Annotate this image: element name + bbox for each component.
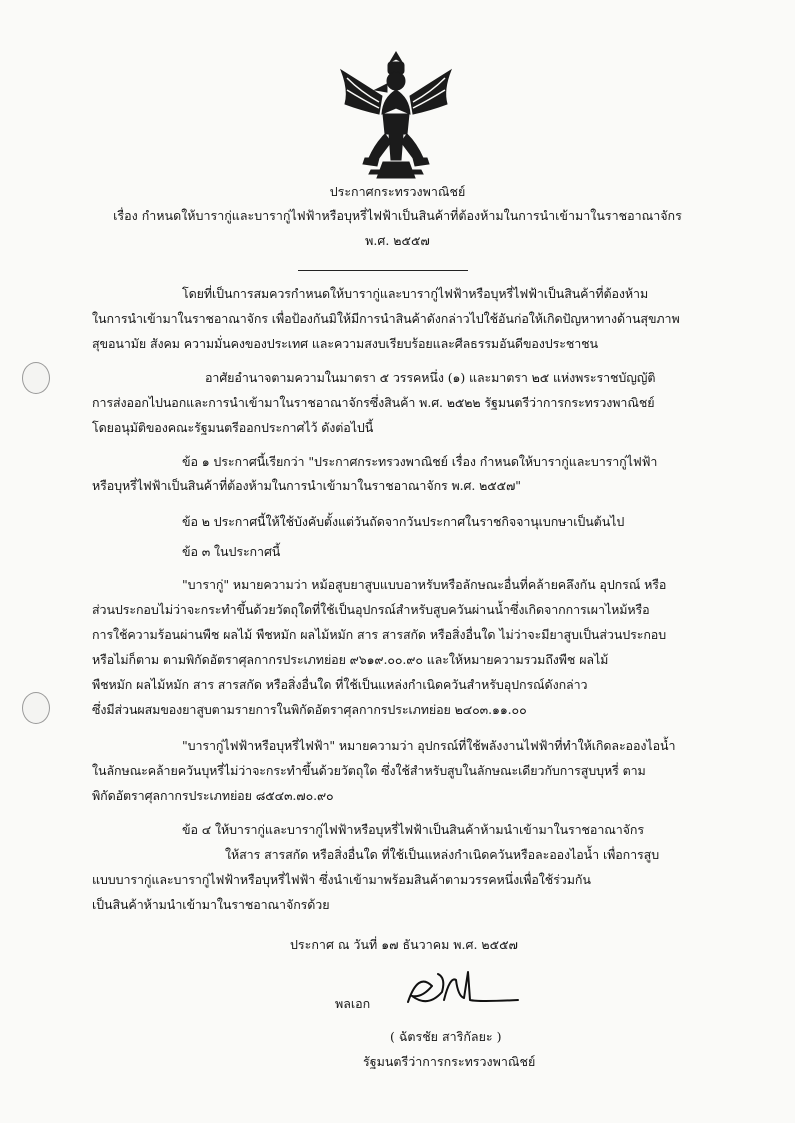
clause-1-line: หรือบุหรี่ไฟฟ้าเป็นสินค้าที่ต้องห้ามในการนำเข้ามาในราชอาณาจักร พ.ศ. ๒๕๕๗"	[92, 478, 521, 493]
preamble-line: ในการนำเข้ามาในราชอาณาจักร เพื่อป้องกันมิให้มีการนำสินค้าดังกล่าวไปใช้อันก่อให้เกิดปัญหาทางด้านสุขภาพ	[92, 311, 680, 326]
clause-1-line: ข้อ ๑ ประกาศนี้เรียกว่า "ประกาศกระทรวงพาณิชย์ เรื่อง กำหนดให้บารากู่และบารากู่ไฟฟ้า	[182, 454, 658, 469]
definition-line: หรือไม่ก็ตาม ตามพิกัดอัตราศุลกากรประเภทย่อย ๙๖๑๙.๐๐.๙๐ และให้หมายความรวมถึงพืช ผลไม้	[92, 652, 609, 667]
signer-name: ( ฉัตรชัย สาริกัลยะ )	[390, 1029, 502, 1044]
announcement-date: ประกาศ ณ วันที่ ๑๗ ธันวาคม พ.ศ. ๒๕๕๗	[290, 937, 518, 952]
title-divider	[298, 270, 468, 271]
definition-line: พืชหมัก ผลไม้หมัก สาร สารสกัด หรือสิ่งอื่นใด ที่ใช้เป็นแหล่งกำเนิดควันสำหรับอุปกรณ์ดังกล่าว	[92, 677, 588, 692]
garuda-emblem	[335, 50, 457, 182]
definition-line: การใช้ความร้อนผ่านพืช ผลไม้ พืชหมัก ผลไม้หมัก สาร สารสกัด หรือสิ่งอื่นใด ไม่ว่าจะมียาสูบเป็นส่วนประกอบ	[92, 627, 667, 642]
punch-hole	[22, 692, 50, 724]
announcement-year: พ.ศ. ๒๕๕๗	[365, 233, 430, 248]
clause-4-line: ข้อ ๔ ให้บารากู่และบารากู่ไฟฟ้าหรือบุหรี่ไฟฟ้าเป็นสินค้าห้ามนำเข้ามาในราชอาณาจักร	[182, 822, 644, 837]
announcement-title: ประกาศกระทรวงพาณิชย์	[329, 184, 466, 199]
preamble-line: โดยที่เป็นการสมควรกำหนดให้บารากู่และบารากู่ไฟฟ้าหรือบุหรี่ไฟฟ้าเป็นสินค้าที่ต้องห้าม	[182, 286, 649, 301]
definition-line: ส่วนประกอบไม่ว่าจะกระทำขึ้นด้วยวัตถุใดที่ใช้เป็นอุปกรณ์สำหรับสูบควันผ่านน้ำซึ่งเกิดจากการเผาไหม้หรือ	[92, 602, 650, 617]
clause-3-line: ข้อ ๓ ในประกาศนี้	[182, 544, 281, 559]
definition-line: ในลักษณะคล้ายควันบุหรี่ไม่ว่าจะกระทำขึ้นด้วยวัตถุใด ซึ่งใช้สำหรับสูบในลักษณะเดียวกับการสูบบุหรี่ ตาม	[92, 763, 646, 778]
authority-line: โดยอนุมัติของคณะรัฐมนตรีออกประกาศไว้ ดังต่อไปนี้	[92, 420, 374, 435]
signer-position: รัฐมนตรีว่าการกระทรวงพาณิชย์	[363, 1054, 536, 1069]
clause-4-line: แบบบารากู่และบารากู่ไฟฟ้าหรือบุหรี่ไฟฟ้า ซึ่งนำเข้ามาพร้อมสินค้าตามวรรคหนึ่งเพื่อใช้ร่วมกัน	[92, 872, 591, 887]
clause-4-line: ให้สาร สารสกัด หรือสิ่งอื่นใด ที่ใช้เป็นแหล่งกำเนิดควันหรือละอองไอน้ำ เพื่อการสูบ	[225, 847, 660, 862]
signature	[398, 962, 528, 1020]
authority-line: การส่งออกไปนอกและการนำเข้ามาในราชอาณาจักรซึ่งสินค้า พ.ศ. ๒๕๒๒ รัฐมนตรีว่าการกระทรวงพาณิชย์	[92, 395, 655, 410]
announcement-subject: เรื่อง กำหนดให้บารากู่และบารากู่ไฟฟ้าหรือบุหรี่ไฟฟ้าเป็นสินค้าที่ต้องห้ามในการนำเข้ามาในราชอาณาจักร	[113, 208, 682, 223]
definition-line: "บารากู่" หมายความว่า หม้อสูบยาสูบแบบอาหรับหรือลักษณะอื่นที่คล้ายคลึงกัน อุปกรณ์ หรือ	[182, 577, 667, 592]
punch-hole	[22, 362, 50, 394]
signer-rank: พลเอก	[335, 996, 371, 1011]
definition-line: "บารากู่ไฟฟ้าหรือบุหรี่ไฟฟ้า" หมายความว่า อุปกรณ์ที่ใช้พลังงานไฟฟ้าที่ทำให้เกิดละอองไอน้ำ	[182, 738, 676, 753]
definition-line: พิกัดอัตราศุลกากรประเภทย่อย ๘๕๔๓.๗๐.๙๐	[92, 788, 334, 803]
clause-4-line: เป็นสินค้าห้ามนำเข้ามาในราชอาณาจักรด้วย	[92, 897, 330, 912]
clause-2-line: ข้อ ๒ ประกาศนี้ให้ใช้บังคับตั้งแต่วันถัดจากวันประกาศในราชกิจจานุเบกษาเป็นต้นไป	[182, 514, 625, 529]
preamble-line: สุขอนามัย สังคม ความมั่นคงของประเทศ และความสงบเรียบร้อยและศีลธรรมอันดีของประชาชน	[92, 336, 598, 351]
definition-line: ซึ่งมีส่วนผสมของยาสูบตามรายการในพิกัดอัตราศุลกากรประเภทย่อย ๒๔๐๓.๑๑.๐๐	[92, 702, 527, 717]
authority-line: อาศัยอำนาจตามความในมาตรา ๕ วรรคหนึ่ง (๑) และมาตรา ๒๕ แห่งพระราชบัญญัติ	[205, 370, 656, 385]
